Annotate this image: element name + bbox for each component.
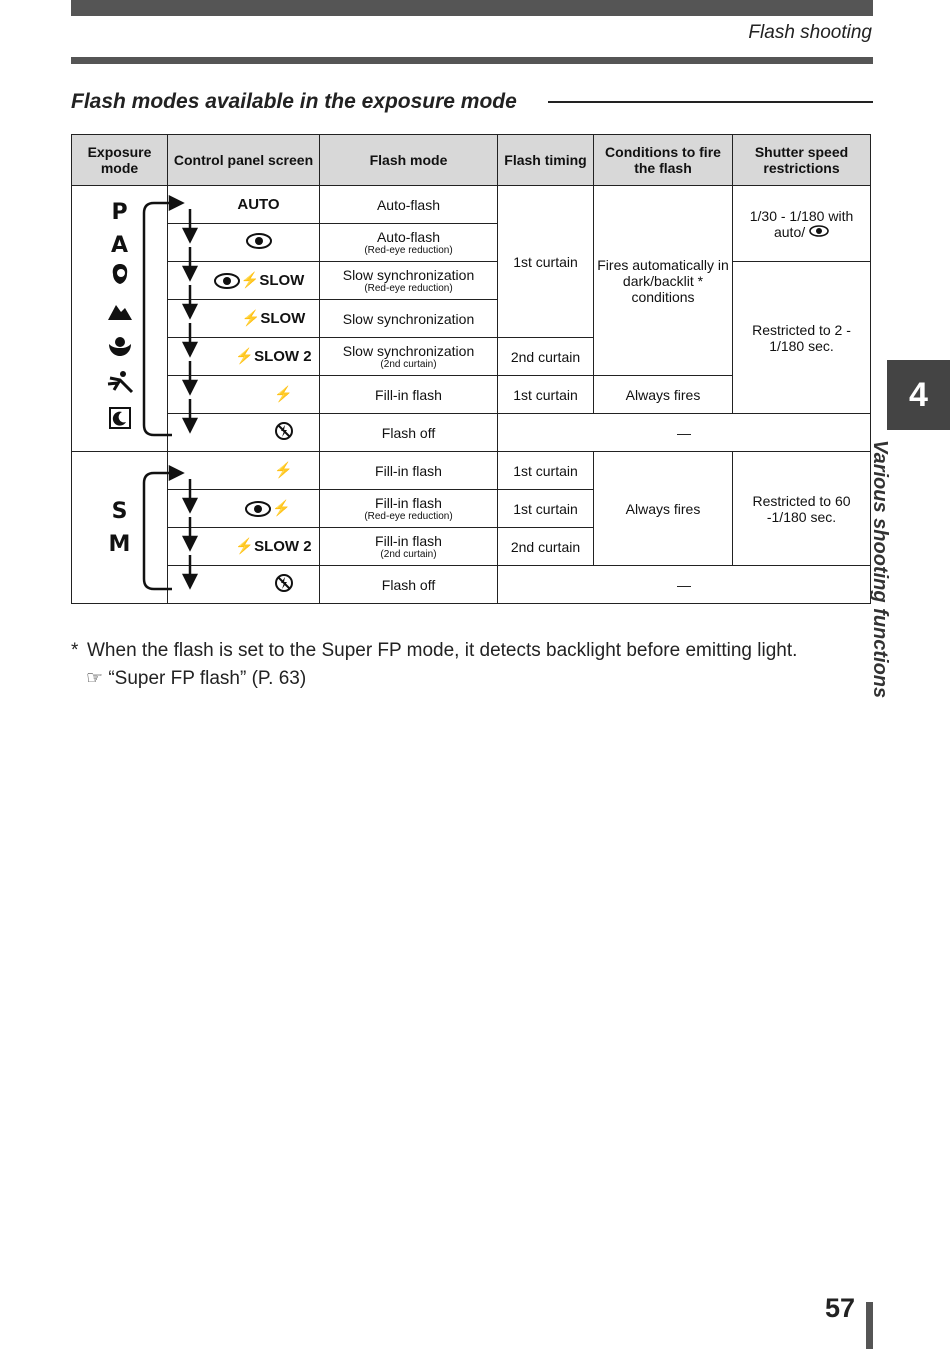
- flash-off-icon: [274, 421, 294, 445]
- chapter-side-label: [868, 440, 928, 740]
- exposure-modes-group1: [72, 186, 168, 452]
- conditions-always: Always fires: [594, 376, 733, 414]
- flash-mode-cell: [320, 262, 498, 300]
- flash-mode-cell: [320, 186, 498, 224]
- flash-mode-cell: [320, 566, 498, 604]
- conditions-auto: Fires automatically in dark/backlit * conditions: [594, 186, 733, 376]
- footnote-text: When the flash is set to the Super FP mode, it detects backlight before emitting light.: [87, 640, 798, 661]
- table-row: [72, 262, 871, 300]
- flash-mode-label: Fill-in flash: [375, 386, 442, 403]
- not-applicable-dash: —: [498, 414, 871, 452]
- timing-1st-curtain: 1st curtain: [498, 452, 594, 490]
- chapter-tab: 4: [887, 360, 950, 430]
- header-exposure-mode: Exposure mode: [72, 135, 168, 186]
- table-row: [72, 452, 871, 490]
- flash-mode-cell: [320, 490, 498, 528]
- reference-line: [86, 667, 306, 690]
- flash-icon: ⚡: [274, 462, 293, 479]
- mode-m: M: [108, 531, 131, 557]
- flash-mode-sub: (Red-eye reduction): [364, 510, 453, 522]
- macro-mode-icon: [72, 334, 167, 370]
- night-scene-mode-icon: [72, 406, 167, 442]
- footnote: [71, 640, 797, 662]
- chapter-side-label-text: Various shooting functions: [869, 440, 891, 699]
- control-panel-slow2: [168, 528, 320, 566]
- table-row: [72, 186, 871, 224]
- flash-mode-sub: (2nd curtain): [380, 358, 437, 370]
- shutter-auto: [733, 186, 871, 262]
- timing-1st-curtain: 1st curtain: [498, 490, 594, 528]
- page-number: 57: [825, 1293, 856, 1323]
- shutter-restricted-1: Restricted to 2 - 1/180 sec.: [733, 262, 871, 414]
- landscape-mode-icon: [72, 298, 167, 334]
- sports-mode-icon: [72, 370, 167, 406]
- red-eye-slow-icon: ⚡SLOW: [213, 272, 305, 290]
- section-title: Flash modes available in the exposure mode: [71, 90, 517, 113]
- flash-mode-cell: [320, 224, 498, 262]
- control-panel-fill-in: [168, 376, 320, 414]
- timing-2nd-curtain: 2nd curtain: [498, 338, 594, 376]
- slow2-icon: ⚡SLOW 2: [235, 348, 312, 365]
- flash-mode-cell: [320, 528, 498, 566]
- flash-mode-label: Auto-flash: [376, 196, 441, 213]
- shutter-restricted-2: Restricted to 60 -1/180 sec.: [733, 452, 871, 566]
- flash-mode-cell: [320, 338, 498, 376]
- flash-mode-label: Fill-in flash: [375, 462, 442, 479]
- running-header: Flash shooting: [748, 22, 872, 43]
- section-rule: [548, 101, 873, 103]
- auto-label: AUTO: [237, 196, 280, 213]
- slow-label: SLOW: [259, 271, 305, 289]
- flash-off-icon: [274, 573, 294, 597]
- slow-label: SLOW: [260, 310, 306, 327]
- mode-s: S: [111, 498, 128, 524]
- mode-p: P: [111, 200, 128, 225]
- header-top-bar: [71, 0, 873, 16]
- header-bottom-bar: [71, 57, 873, 64]
- flash-mode-sub: (2nd curtain): [380, 548, 437, 560]
- not-applicable-dash: —: [498, 566, 871, 604]
- exposure-modes-group2: [72, 452, 168, 604]
- control-panel-redeye: [168, 224, 320, 262]
- red-eye-icon: [245, 232, 273, 254]
- flash-mode-cell: [320, 452, 498, 490]
- control-panel-auto: [168, 186, 320, 224]
- flash-mode-cell: [320, 376, 498, 414]
- table-row: [72, 414, 871, 452]
- slow2-label: SLOW 2: [254, 538, 312, 555]
- flash-mode-cell: [320, 414, 498, 452]
- footnote-star: *: [71, 640, 79, 661]
- flash-icon: ⚡: [274, 386, 293, 403]
- control-panel-fill-in: [168, 452, 320, 490]
- conditions-always: Always fires: [594, 452, 733, 566]
- timing-1st-curtain: 1st curtain: [498, 186, 594, 338]
- flash-mode-label: Slow synchronization: [342, 266, 475, 283]
- control-panel-redeye-fill: [168, 490, 320, 528]
- slow-icon: ⚡SLOW: [241, 310, 306, 327]
- flash-mode-label: Fill-in flash: [375, 494, 442, 511]
- flash-mode-label: Fill-in flash: [375, 532, 442, 549]
- header-shutter-speed: Shutter speed restrictions: [733, 135, 871, 186]
- control-panel-slow: [168, 300, 320, 338]
- table-row: [72, 566, 871, 604]
- timing-1st-curtain: 1st curtain: [498, 376, 594, 414]
- page-number-bar: [866, 1302, 873, 1349]
- pointing-hand-icon: ☞: [86, 667, 104, 689]
- red-eye-icon: [809, 225, 829, 237]
- control-panel-flash-off: [168, 414, 320, 452]
- red-eye-flash-icon: ⚡: [244, 500, 291, 518]
- reference-text: “Super FP flash” (P. 63): [108, 668, 307, 689]
- mode-a: A: [110, 233, 129, 258]
- flash-mode-label: Flash off: [381, 576, 436, 593]
- slow2-label: SLOW 2: [254, 348, 312, 365]
- flash-mode-sub: (Red-eye reduction): [364, 244, 453, 256]
- flash-mode-label: Flash off: [381, 424, 436, 441]
- control-panel-slow2: [168, 338, 320, 376]
- flash-mode-sub: (Red-eye reduction): [364, 282, 453, 294]
- flash-modes-table: [71, 134, 871, 604]
- header-control-panel-screen: Control panel screen: [168, 135, 320, 186]
- portrait-mode-icon: [72, 262, 167, 298]
- timing-2nd-curtain: 2nd curtain: [498, 528, 594, 566]
- shutter-auto-text: 1/30 - 1/180 with auto/: [749, 207, 854, 240]
- control-panel-redeye-slow: [168, 262, 320, 300]
- header-flash-mode: Flash mode: [320, 135, 498, 186]
- control-panel-flash-off: [168, 566, 320, 604]
- flash-mode-cell: [320, 300, 498, 338]
- flash-mode-label: Auto-flash: [376, 228, 441, 245]
- slow2-icon: ⚡SLOW 2: [235, 538, 312, 555]
- flash-mode-label: Slow synchronization: [342, 342, 475, 359]
- header-flash-timing: Flash timing: [498, 135, 594, 186]
- header-conditions: Conditions to fire the flash: [594, 135, 733, 186]
- flash-mode-label: Slow synchronization: [342, 310, 475, 327]
